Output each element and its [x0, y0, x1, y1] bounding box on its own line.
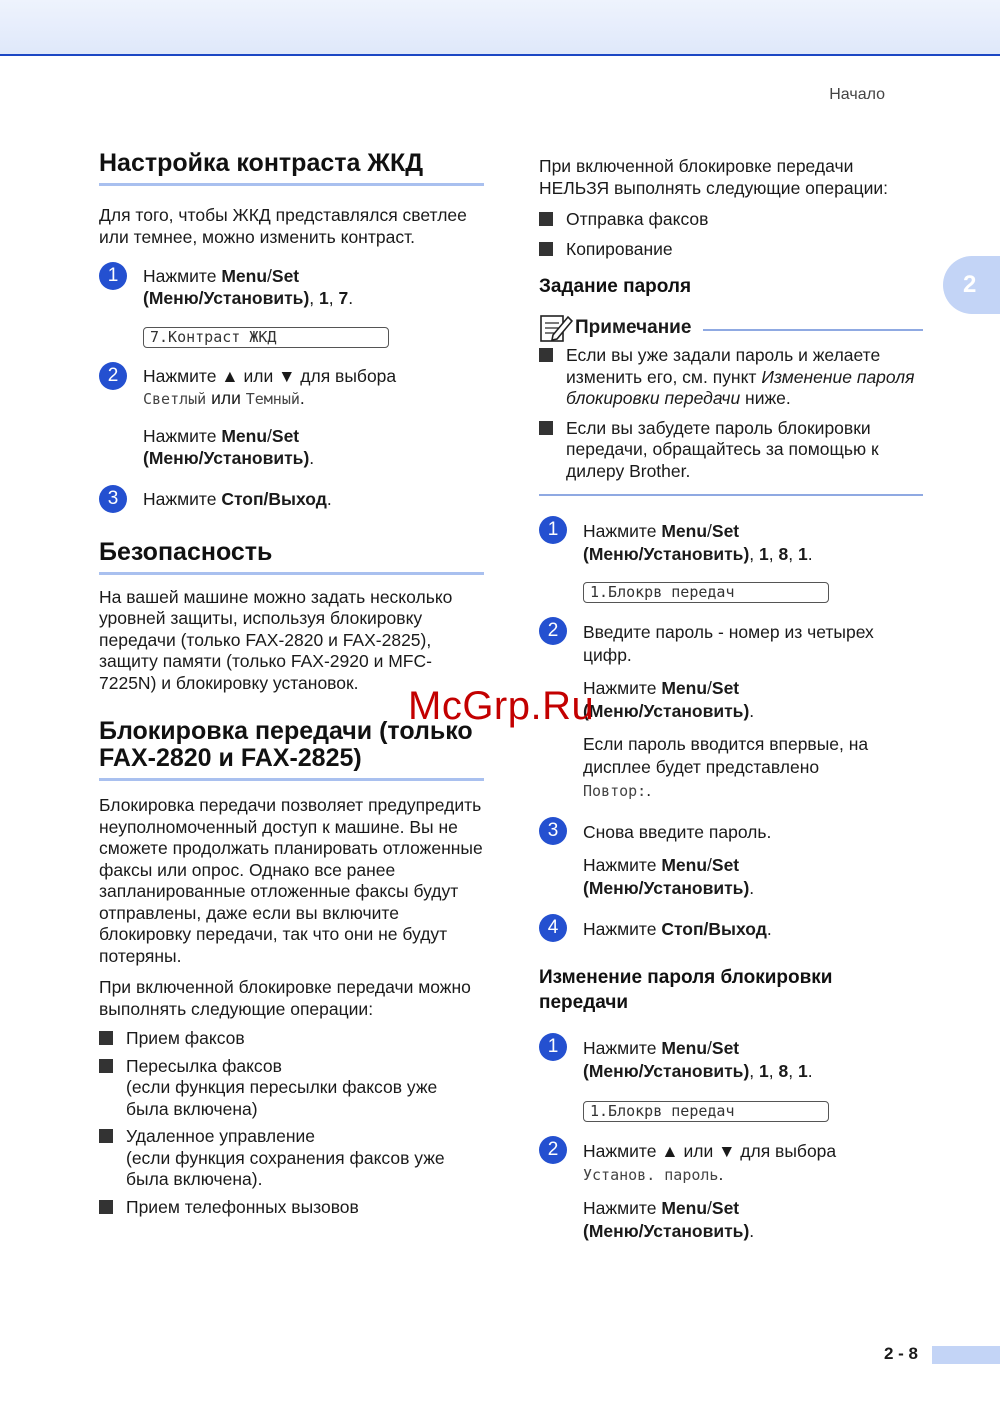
step-text: Если пароль вводится впервые, на дисплее будет представлено Повтор:.	[583, 734, 869, 800]
change-password-step-1	[539, 1037, 923, 1122]
bullet-icon	[539, 348, 553, 362]
step-text: Нажмите Menu/Set (Меню/Установить).	[583, 855, 755, 898]
forbidden-intro: При включенной блокировке передачи НЕЛЬЗЯ выполнять следующие операции:	[539, 156, 889, 198]
list-item: Пересылка факсов (если функция пересылки факсов уже была включена)	[99, 1056, 484, 1121]
allowed-intro: При включенной блокировке передачи можно выполнять следующие операции:	[99, 977, 471, 1019]
change-password-step-2	[539, 1140, 923, 1253]
step-number-3: 3	[539, 817, 567, 845]
bullet-icon	[99, 1059, 113, 1073]
set-password-heading: Задание пароля	[539, 276, 692, 297]
change-password-heading: Изменение пароля блокировки передачи	[539, 967, 833, 1013]
lcd-contrast-intro: Для того, чтобы ЖКД представлялся светлее или темнее, можно изменить контраст.	[99, 205, 467, 247]
step-text: Введите пароль - номер из четырех цифр.	[583, 622, 874, 665]
step-text: Нажмите Menu/Set (Меню/Установить), 1, 7.	[143, 266, 354, 308]
note-header	[539, 313, 923, 343]
step-text: Нажмите ▲ или ▼ для выбора Светлый или Темный.	[143, 366, 397, 408]
list-item: Если вы забудете пароль блокировки передачи, обращайтесь за помощью к дилеру Brother.	[539, 418, 923, 483]
list-item: Прием телефонных вызовов	[99, 1197, 484, 1219]
bullet-icon	[539, 421, 553, 435]
lcd-contrast-heading: Настройка контраста ЖКД	[99, 150, 484, 186]
list-item: Отправка факсов	[539, 209, 923, 231]
header-band	[0, 0, 1000, 56]
bullet-icon	[99, 1129, 113, 1143]
step-text: Нажмите Стоп/Выход.	[583, 919, 772, 939]
step-text: Снова введите пароль.	[583, 822, 772, 842]
note-rule	[703, 329, 923, 331]
set-password-step-2	[539, 621, 923, 813]
lcd-display: 1.Блокрв передач	[583, 1101, 829, 1122]
note-divider	[539, 494, 923, 496]
step-text: Нажмите Стоп/Выход.	[143, 489, 332, 509]
tx-lock-text: Блокировка передачи позволяет предупредить неуполномоченный доступ к машине. Вы не сможете продолжать планировать отложенные факсы или опрос. Однако все ранее запланированные отложенные факсы будут отправлены, даже если вы включите блокировку передачи, так что они не будут потеряны.	[99, 795, 483, 966]
set-password-step-1	[539, 520, 923, 603]
security-text: На вашей машине можно задать несколько уровней защиты, используя блокировку передачи (только FAX-2820 и FAX-2825), защиту памяти (только FAX-2920 и MFC-7225N) и блокировку установок.	[99, 586, 453, 693]
set-password-step-3	[539, 821, 923, 910]
step-number-2: 2	[99, 362, 127, 390]
left-column	[99, 150, 484, 1218]
lcd-step-3	[99, 489, 484, 521]
bullet-icon	[99, 1200, 113, 1214]
tx-lock-heading: Блокировка передачи (только FAX-2820 и FAX-2825)	[99, 718, 484, 781]
page-number: 2 - 8	[884, 1344, 919, 1363]
chapter-number: 2	[963, 271, 977, 298]
step-text: Нажмите Menu/Set (Меню/Установить), 1, 8, 1.	[583, 521, 813, 564]
step-text: Нажмите Menu/Set (Меню/Установить).	[583, 1198, 755, 1241]
cross-reference-link[interactable]: Изменение пароля блокировки передачи	[566, 366, 915, 408]
step-number-4: 4	[539, 914, 567, 942]
list-item: Прием факсов	[99, 1028, 484, 1050]
step-number-1: 1	[539, 516, 567, 544]
list-item: Удаленное управление (если функция сохранения факсов уже была включена).	[99, 1126, 484, 1191]
security-heading: Безопасность	[99, 539, 484, 575]
step-number-1: 1	[539, 1033, 567, 1061]
list-item: Если вы уже задали пароль и желаете изменить его, см. пункт Изменение пароля блокировки передачи ниже.	[539, 345, 923, 410]
lcd-step-1	[99, 266, 484, 348]
bullet-icon	[99, 1031, 113, 1045]
step-number-3: 3	[99, 485, 127, 513]
breadcrumb: Начало	[829, 86, 885, 103]
step-number-2: 2	[539, 617, 567, 645]
bullet-icon	[539, 212, 553, 226]
right-column	[539, 156, 923, 1253]
lcd-display: 7.Контраст ЖКД	[143, 327, 389, 348]
step-text: Нажмите Menu/Set (Меню/Установить).	[143, 426, 315, 468]
bullet-icon	[539, 242, 553, 256]
allowed-list	[99, 1028, 484, 1218]
chapter-tab[interactable]	[943, 256, 1000, 314]
step-number-2: 2	[539, 1136, 567, 1164]
forbidden-list	[539, 209, 923, 260]
step-text: Нажмите Menu/Set (Меню/Установить), 1, 8, 1.	[583, 1038, 813, 1081]
footer-bar	[932, 1346, 1000, 1364]
step-text: Нажмите ▲ или ▼ для выбора Установ. пароль.	[583, 1141, 837, 1184]
note-title: Примечание	[575, 317, 692, 338]
lcd-display: 1.Блокрв передач	[583, 582, 829, 603]
note-list	[539, 345, 923, 482]
step-number-1: 1	[99, 262, 127, 290]
list-item: Копирование	[539, 239, 923, 261]
watermark: McGrp.Ru	[408, 684, 595, 728]
lcd-step-2	[99, 366, 484, 479]
note-pencil-icon	[539, 313, 573, 343]
set-password-step-4	[539, 918, 923, 951]
step-text: Нажмите Menu/Set (Меню/Установить).	[583, 678, 755, 721]
